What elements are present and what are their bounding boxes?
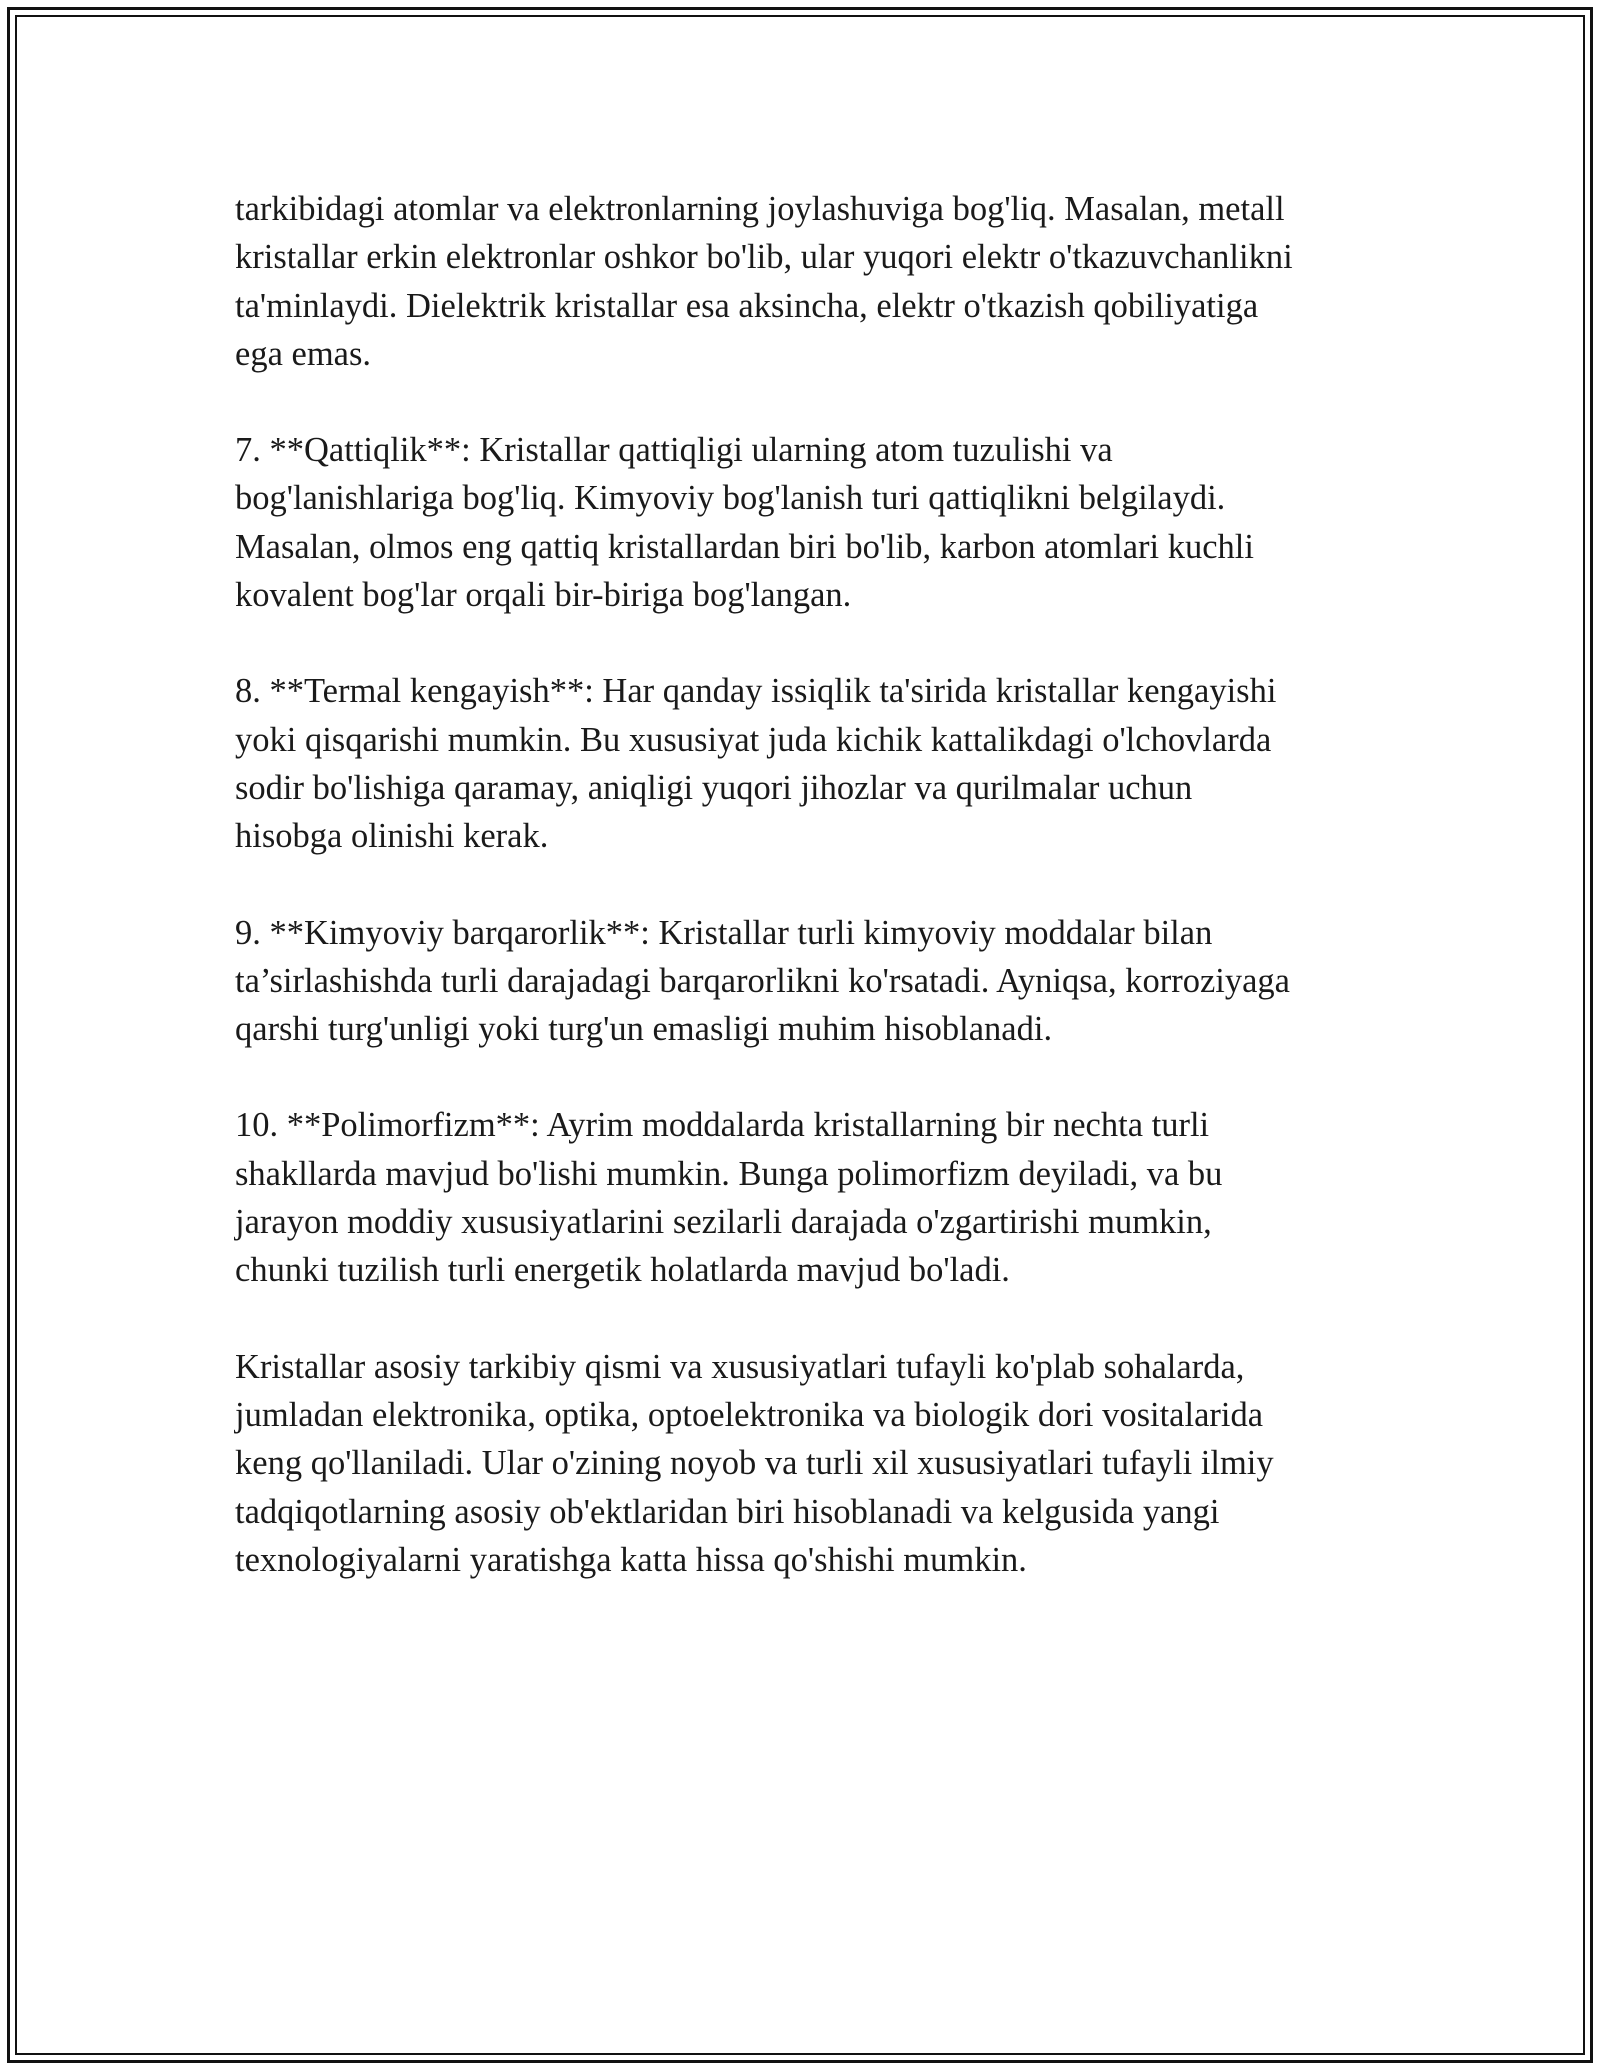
text-line: keng qo'llaniladi. Ular o'zining noyob va turli xil xususiyatlari tufayli ilmiy: [235, 1444, 1274, 1483]
text-line: hisobga olinishi kerak.: [235, 817, 549, 856]
paragraph-thermal-expansion: [235, 667, 1395, 860]
paragraph-hardness: [235, 426, 1395, 619]
text-line: Kristallar asosiy tarkibiy qismi va xususiyatlari tufayli ko'plab sohalarda,: [235, 1347, 1245, 1386]
text-line: yoki qisqarishi mumkin. Bu xususiyat juda kichik kattalikdagi o'lchovlarda: [235, 720, 1272, 759]
text-line: Masalan, olmos eng qattiq kristallardan biri bo'lib, karbon atomlari kuchli: [235, 527, 1254, 566]
text-line: 8. **Termal kengayish**: Har qanday issiqlik ta'sirida kristallar kengayishi: [235, 672, 1277, 711]
text-line: qarshi turg'unligi yoki turg'un emasligi muhim hisoblanadi.: [235, 1010, 1053, 1049]
text-line: kristallar erkin elektronlar oshkor bo'lib, ular yuqori elektr o'tkazuvchanlikni: [235, 238, 1293, 277]
text-line: bog'lanishlariga bog'liq. Kimyoviy bog'lanish turi qattiqlikni belgilaydi.: [235, 479, 1226, 518]
paragraph-electrical-conductivity: [235, 185, 1395, 378]
text-line: chunki tuzilish turli energetik holatlarda mavjud bo'ladi.: [235, 1251, 1010, 1290]
text-line: jarayon moddiy xususiyatlarini sezilarli darajada o'zgartirishi mumkin,: [235, 1203, 1212, 1242]
text-line: tarkibidagi atomlar va elektronlarning joylashuviga bog'liq. Masalan, metall: [235, 190, 1285, 228]
text-line: ta’sirlashishda turli darajadagi barqarorlikni ko'rsatadi. Ayniqsa, korroziyaga: [235, 961, 1290, 1000]
paragraph-conclusion: [235, 1343, 1395, 1584]
text-line: shakllarda mavjud bo'lishi mumkin. Bunga polimorfizm deyiladi, va bu: [235, 1154, 1223, 1193]
text-line: 10. **Polimorfizm**: Ayrim moddalarda kristallarning bir nechta turli: [235, 1106, 1210, 1145]
text-line: jumladan elektronika, optika, optoelektronika va biologik dori vositalarida: [235, 1395, 1264, 1434]
paragraph-polymorphism: [235, 1101, 1395, 1294]
text-line: sodir bo'lishiga qaramay, aniqligi yuqori jihozlar va qurilmalar uchun: [235, 768, 1193, 807]
text-line: kovalent bog'lar orqali bir-biriga bog'langan.: [235, 576, 852, 615]
text-line: tadqiqotlarning asosiy ob'ektlaridan biri hisoblanadi va kelgusida yangi: [235, 1492, 1220, 1531]
text-line: 7. **Qattiqlik**: Kristallar qattiqligi ularning atom tuzulishi va: [235, 431, 1113, 470]
text-line: ta'minlaydi. Dielektrik kristallar esa aksincha, elektr o'tkazish qobiliyatiga: [235, 286, 1259, 325]
document-body: [235, 185, 1395, 1632]
text-line: ega emas.: [235, 334, 372, 373]
text-line: 9. **Kimyoviy barqarorlik**: Kristallar turli kimyoviy moddalar bilan: [235, 913, 1213, 952]
paragraph-chemical-stability: [235, 909, 1395, 1054]
text-line: texnologiyalarni yaratishga katta hissa qo'shishi mumkin.: [235, 1540, 1027, 1579]
